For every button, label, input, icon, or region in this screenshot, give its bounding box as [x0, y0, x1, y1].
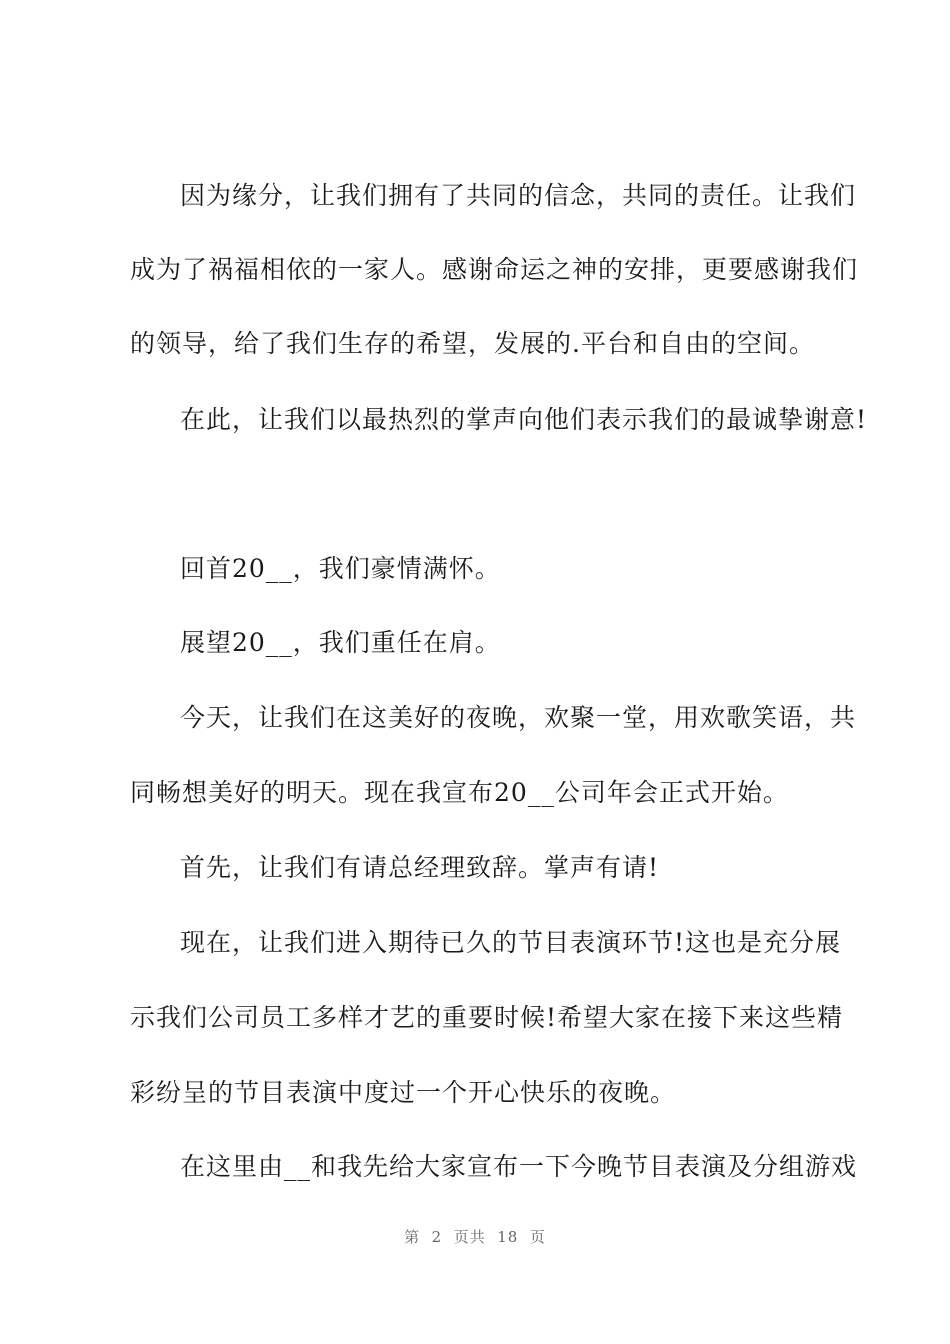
paragraph-line: 因为缘分，让我们拥有了共同的信念，共同的责任。让我们: [180, 181, 857, 210]
paragraph-line: 在这里由__和我先给大家宣布一下今晚节目表演及分组游戏: [180, 1152, 858, 1181]
paragraph-line: 彩纷呈的节目表演中度过一个开心快乐的夜晚。: [130, 1078, 677, 1107]
paragraph-line: 首先，让我们有请总经理致辞。掌声有请!: [180, 853, 660, 882]
paragraph-line: 回首20__，我们豪情满怀。: [180, 554, 501, 583]
paragraph-line: 同畅想美好的明天。现在我宣布20__公司年会正式开始。: [130, 778, 789, 807]
paragraph-line: 现在，让我们进入期待已久的节目表演环节!这也是充分展: [180, 928, 842, 957]
page-number-footer: 第 2 页共 18 页: [404, 1228, 546, 1246]
paragraph-line: 今天，让我们在这美好的夜晚，欢聚一堂，用欢歌笑语，共: [180, 703, 857, 732]
paragraph-line: 在此，让我们以最热烈的掌声向他们表示我们的最诚挚谢意!: [180, 405, 868, 434]
paragraph-line: 展望20__，我们重任在肩。: [180, 628, 501, 657]
paragraph-line: 的领导，给了我们生存的希望，发展的.平台和自由的空间。: [130, 329, 815, 358]
paragraph-line: 示我们公司员工多样才艺的重要时候!希望大家在接下来这些精: [130, 1003, 844, 1032]
paragraph-line: 成为了祸福相依的一家人。感谢命运之神的安排，更要感谢我们: [130, 255, 859, 284]
